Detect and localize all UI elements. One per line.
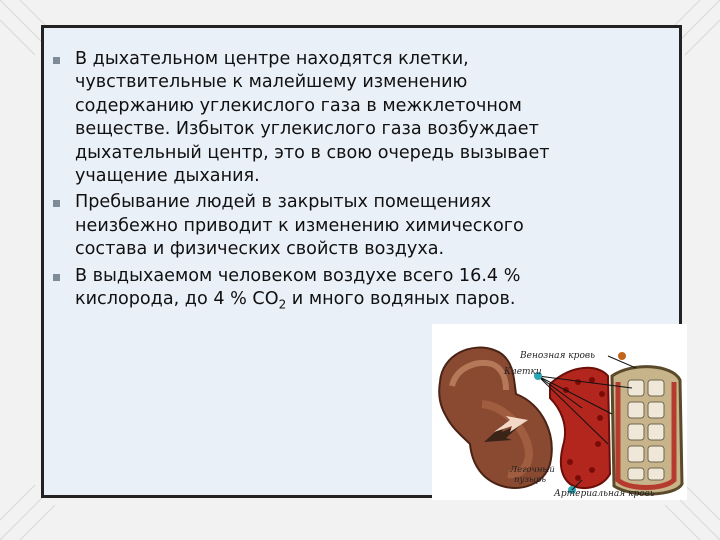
- label-alveolus-line1: Легочный: [510, 465, 555, 475]
- bullet-item: [44, 191, 604, 261]
- bullet-line: веществе. Избыток углекислого газа возбуждает: [75, 119, 539, 140]
- bullet-line: В дыхательном центре находятся клетки,: [75, 49, 469, 69]
- bullet-item: [44, 265, 604, 317]
- bullet-line: дыхательный центр, это в свою очередь вызывает: [75, 142, 550, 163]
- square-bullet-icon: [53, 200, 60, 207]
- bullet-line: чувствительные к малейшему изменению: [75, 72, 468, 93]
- bullet-line-start: кислорода, до 4 % СО: [75, 289, 279, 310]
- label-cells: Клетки: [504, 367, 542, 377]
- gas-exchange-illustration: [432, 324, 687, 500]
- co2-subscript: 2: [278, 297, 287, 312]
- square-bullet-icon: [53, 57, 60, 64]
- square-bullet-icon: [53, 274, 60, 281]
- label-arterial-blood: Артериальная кровь: [554, 489, 655, 499]
- bullet-item: [44, 48, 604, 188]
- content-frame: [41, 25, 682, 498]
- bullet-line: неизбежно приводит к изменению химического: [75, 215, 524, 236]
- bullet-line: Пребывание людей в закрытых помещениях: [75, 192, 492, 213]
- venous-marker-icon: [618, 352, 626, 360]
- bullet-line: В выдыхаемом человеком воздухе всего 16.4 %: [75, 265, 521, 286]
- label-alveolus-line2: пузырь: [514, 475, 547, 485]
- label-venous-blood: Венозная кровь: [520, 351, 596, 361]
- bullet-line: состава и физических свойств воздуха.: [75, 239, 445, 260]
- bullet-line: учащение дыхания.: [75, 166, 260, 187]
- bullet-list: [44, 48, 604, 320]
- bullet-line: содержанию углекислого газа в межклеточном: [75, 95, 522, 116]
- bullet-line-end: и много водяных паров.: [286, 289, 516, 310]
